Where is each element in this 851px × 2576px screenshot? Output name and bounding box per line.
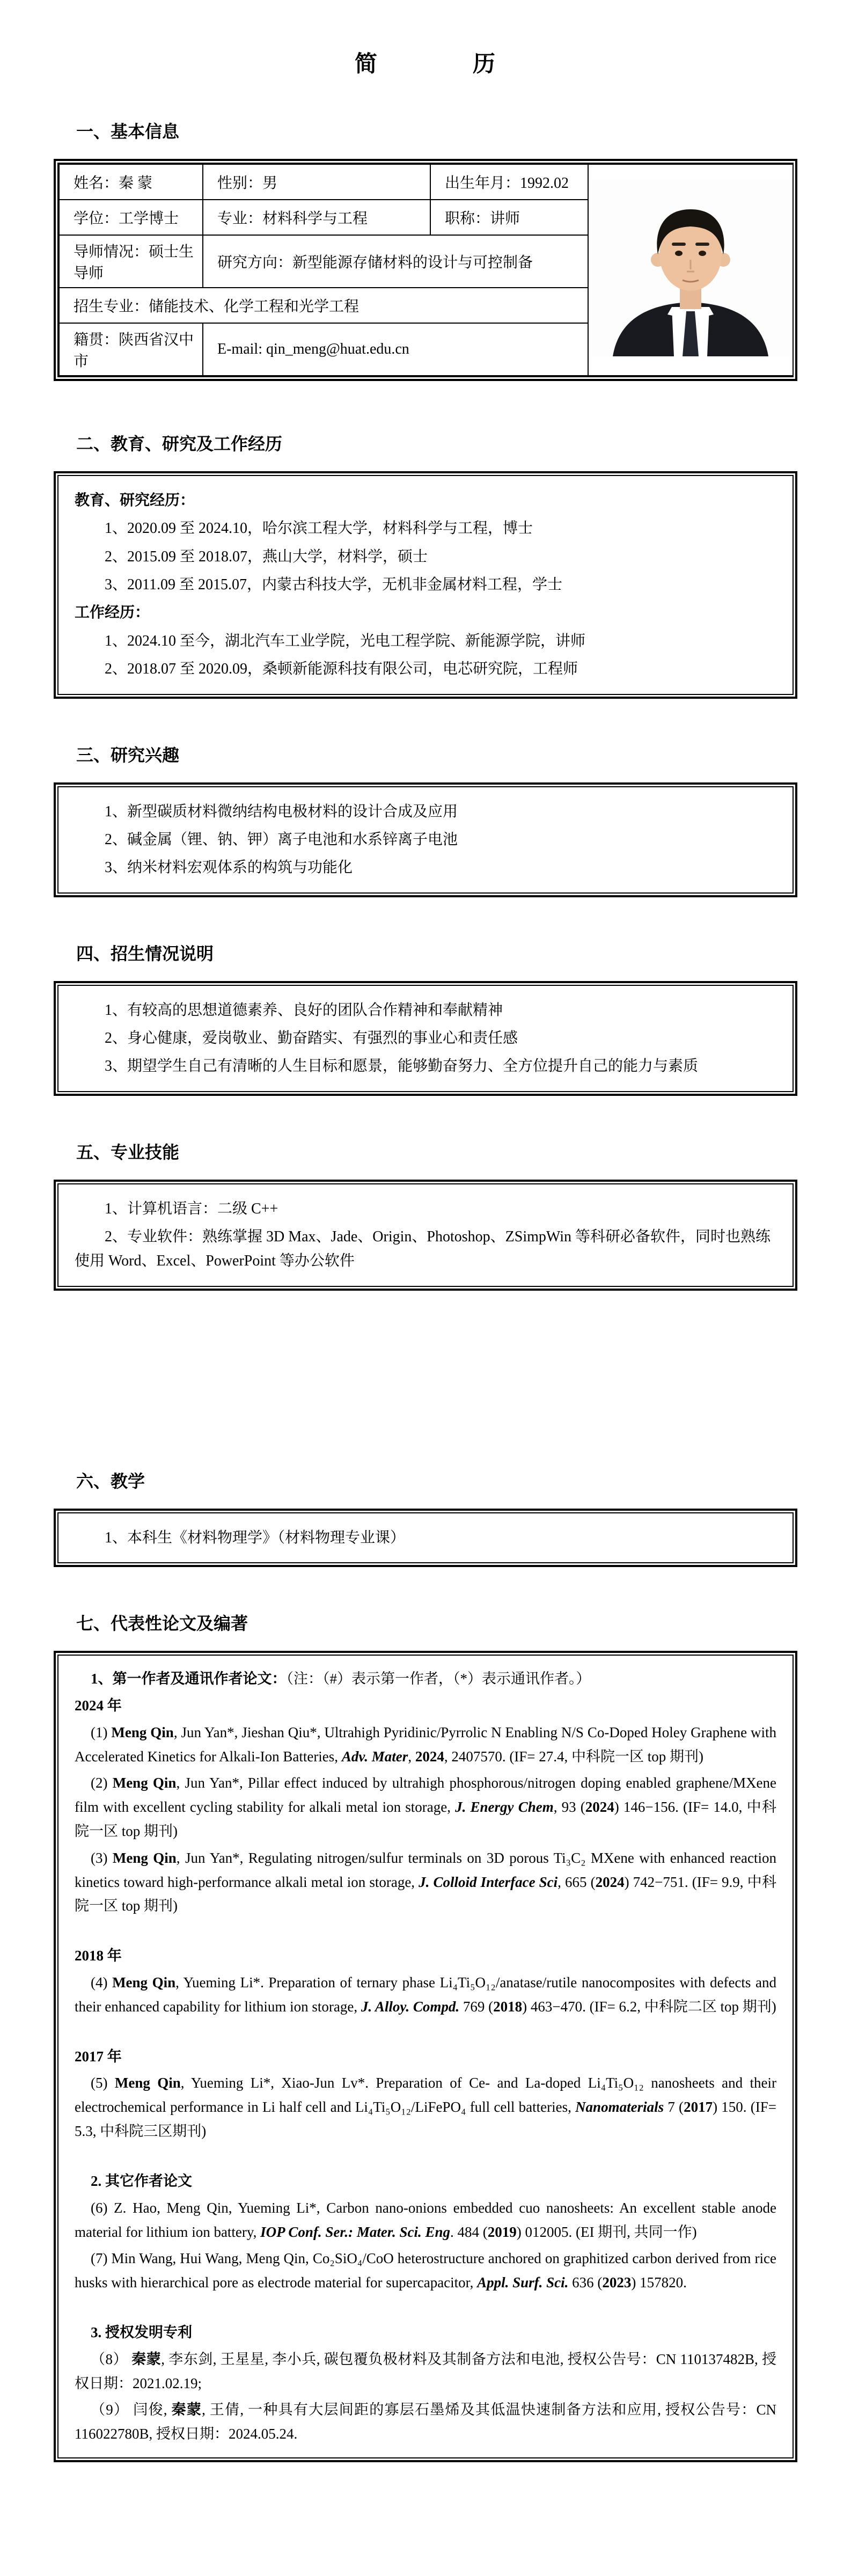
recruitment-notes-box (54, 981, 797, 1096)
hometown-cell: 籍贯：陕西省汉中市 (59, 323, 203, 376)
work-item: 2、2018.07 至 2020.09，桑顿新能源科技有限公司，电芯研究院，工程师 (105, 661, 578, 678)
section-teaching (54, 1468, 797, 1567)
publication-entry-5: (5) Meng Qin, Yueming Li*, Xiao-Jun Lv*. Preparation of Ce- and La-doped Li₄Ti₅O₁₂ nanosheets and their electrochemical performance in Li half cell and Li₄Ti₅O₁₂/LiFePO₄ full cell batteries, Nanomaterials 7 (2017) 150. (IF= 5.3, 中科院三区期刊) (75, 2075, 776, 2140)
pub-year-label-2018: 2018 年 (75, 1948, 122, 1964)
enroll-majors-cell: 招生专业：储能技术、化学工程和光学工程 (59, 288, 588, 323)
mentor-cell: 导师情况：硕士生导师 (59, 235, 203, 288)
experience-box (54, 471, 797, 699)
patent-entry-8: （8） 秦蒙, 李东剑, 王星星, 李小兵, 碳包覆负极材料及其制备方法和电池, 授权公告号：CN 110137482B, 授权日期：2021.02.19; (75, 2351, 776, 2391)
education-label: 教育、研究经历： (75, 492, 195, 509)
degree-cell: 学位：工学博士 (59, 200, 203, 235)
table-row (59, 164, 793, 200)
section-skills (54, 1139, 797, 1291)
research-direction-cell: 研究方向：新型能源存储材料的设计与可控制备 (203, 235, 588, 288)
photo-cell (588, 164, 793, 376)
basic-info-table (58, 164, 794, 376)
pub-subsection-granted-patents: 3. 授权发明专利 (91, 2324, 192, 2340)
section-research-interests (54, 742, 797, 897)
section-recruitment-notes (54, 940, 797, 1096)
name-cell: 姓名：秦 蒙 (59, 164, 203, 200)
skill-item: 1、计算机语言：二级 C++ (105, 1200, 278, 1217)
recruit-item: 1、有较高的思想道德素养、良好的团队合作精神和奉献精神 (105, 1001, 503, 1019)
publication-entry-1: (1) Meng Qin, Jun Yan*, Jieshan Qiu*, Ultrahigh Pyridinic/Pyrrolic N Enabling N/S Co-Doped Holey Graphene with Accelerated Kinetics for Alkali-Ion Batteries, Adv. Mater, 2024, 2407570. (IF= 27.4, 中科院一区 top 期刊) (75, 1724, 776, 1765)
skills-box (54, 1180, 797, 1291)
pub-year-label-2024: 2024 年 (75, 1697, 122, 1714)
section-experience (54, 430, 797, 699)
gender-cell: 性别：男 (203, 164, 430, 200)
section-heading-teaching: 六、教学 (76, 1471, 145, 1491)
id-photo-image (591, 179, 790, 356)
recruit-item: 2、身心健康，爱岗敬业、勤奋踏实、有强烈的事业心和责任感 (105, 1029, 518, 1046)
research-interests-box (54, 782, 797, 897)
skill-item: 2、专业软件：熟练掌握 3D Max、Jade、Origin、Photoshop、ZSimpWin 等科研必备软件，同时也熟练使用 Word、Excel、PowerPoint 等办公软件 (75, 1228, 771, 1270)
section-heading-research-interests: 三、研究兴趣 (76, 745, 180, 765)
pub-year-label-2017: 2017 年 (75, 2048, 122, 2065)
publication-entry-3: (3) Meng Qin, Jun Yan*, Regulating nitrogen/sulfur terminals on 3D porous Ti₃C₂ MXene with enhanced reaction kinetics toward high-performance alkali metal ion storage, J. Colloid Interface Sci, 665 (2024) 742−751. (IF= 9.9, 中科院一区 top 期刊) (75, 1849, 776, 1914)
section-heading-recruitment-notes: 四、招生情况说明 (76, 943, 214, 963)
interest-item: 2、碱金属（锂、钠、钾）离子电池和水系锌离子电池 (105, 831, 458, 848)
pub-subsection-other-author-papers: 2. 其它作者论文 (91, 2172, 192, 2189)
publication-entry-4: (4) Meng Qin, Yueming Li*. Preparation of ternary phase Li₄Ti₅O₁₂/anatase/rutile nanocomposites with defects and their enhanced capability for lithium ion storage, J. Alloy. Compd. 769 (2018) 463−470. (IF= 6.2, 中科院二区 top 期刊) (75, 1974, 776, 2015)
work-item: 1、2024.10 至今，湖北汽车工业学院，光电工程学院、新能源学院，讲师 (105, 632, 586, 649)
publications-box (54, 1651, 797, 2462)
page-title: 简 历 (354, 52, 496, 77)
interest-item: 3、纳米材料宏观体系的构筑与功能化 (105, 859, 353, 876)
job-title-cell: 职称：讲师 (430, 200, 588, 235)
interest-item: 1、新型碳质材料微纳结构电极材料的设计合成及应用 (105, 803, 458, 820)
education-item: 3、2011.09 至 2015.07，内蒙古科技大学，无机非金属材料工程，学士 (105, 576, 562, 594)
patent-entry-9: （9） 闫俊, 秦蒙, 王倩, 一种具有大层间距的寡层石墨烯及其低温快速制备方法和应用, 授权公告号：CN 116022780B, 授权日期：2024.05.24. (75, 2402, 777, 2442)
pub-first-author-note: 1、第一作者及通讯作者论文：（注：（#）表示第一作者，（*）表示通讯作者。） (91, 1671, 591, 1687)
publication-entry-6: (6) Z. Hao, Meng Qin, Yueming Li*, Carbon nano-onions embedded cuo nanosheets: An excellent stable anode material for lithium ion battery, IOP Conf. Ser.: Mater. Sci. Eng. 484 (2019) 012005. (EI 期刊, 共同一作) (75, 2199, 776, 2240)
teaching-item: 1、本科生《材料物理学》（材料物理专业课） (105, 1529, 406, 1546)
email-cell: E-mail: qin_meng@huat.edu.cn (203, 323, 588, 376)
publication-entry-7: (7) Min Wang, Hui Wang, Meng Qin, Co₂SiO₄/CoO heterostructure anchored on graphitized carbon derived from rice husks with hierarchical pore as electrode material for supercapacitor, Appl. Surf. Sci. 636 (2023) 157820. (75, 2250, 776, 2291)
section-basic-info (54, 118, 797, 381)
education-item: 2、2015.09 至 2018.07，燕山大学，材料学，硕士 (105, 548, 428, 565)
birth-cell: 出生年月：1992.02 (430, 164, 588, 200)
teaching-box (54, 1509, 797, 1567)
section-heading-skills: 五、专业技能 (76, 1142, 180, 1162)
section-heading-basic-info: 一、基本信息 (76, 122, 180, 141)
work-label: 工作经历： (75, 604, 150, 621)
recruit-item: 3、期望学生自己有清晰的人生目标和愿景，能够勤奋努力、全方位提升自己的能力与素质 (105, 1058, 699, 1075)
publication-entry-2: (2) Meng Qin, Jun Yan*, Pillar effect induced by ultrahigh phosphorous/nitrogen doping enabled graphene/MXene film with excellent cycling stability for alkali metal ion storage, J. Energy Chem, 93 (2024) 146−156. (IF= 14.0, 中科院一区 top 期刊) (75, 1775, 776, 1839)
major-cell: 专业：材料科学与工程 (203, 200, 430, 235)
basic-info-box (54, 159, 797, 381)
education-item: 1、2020.09 至 2024.10，哈尔滨工程大学，材料科学与工程，博士 (105, 520, 533, 537)
section-publications (54, 1610, 797, 2462)
section-heading-experience: 二、教育、研究及工作经历 (76, 434, 283, 453)
section-heading-publications: 七、代表性论文及编著 (76, 1614, 248, 1634)
